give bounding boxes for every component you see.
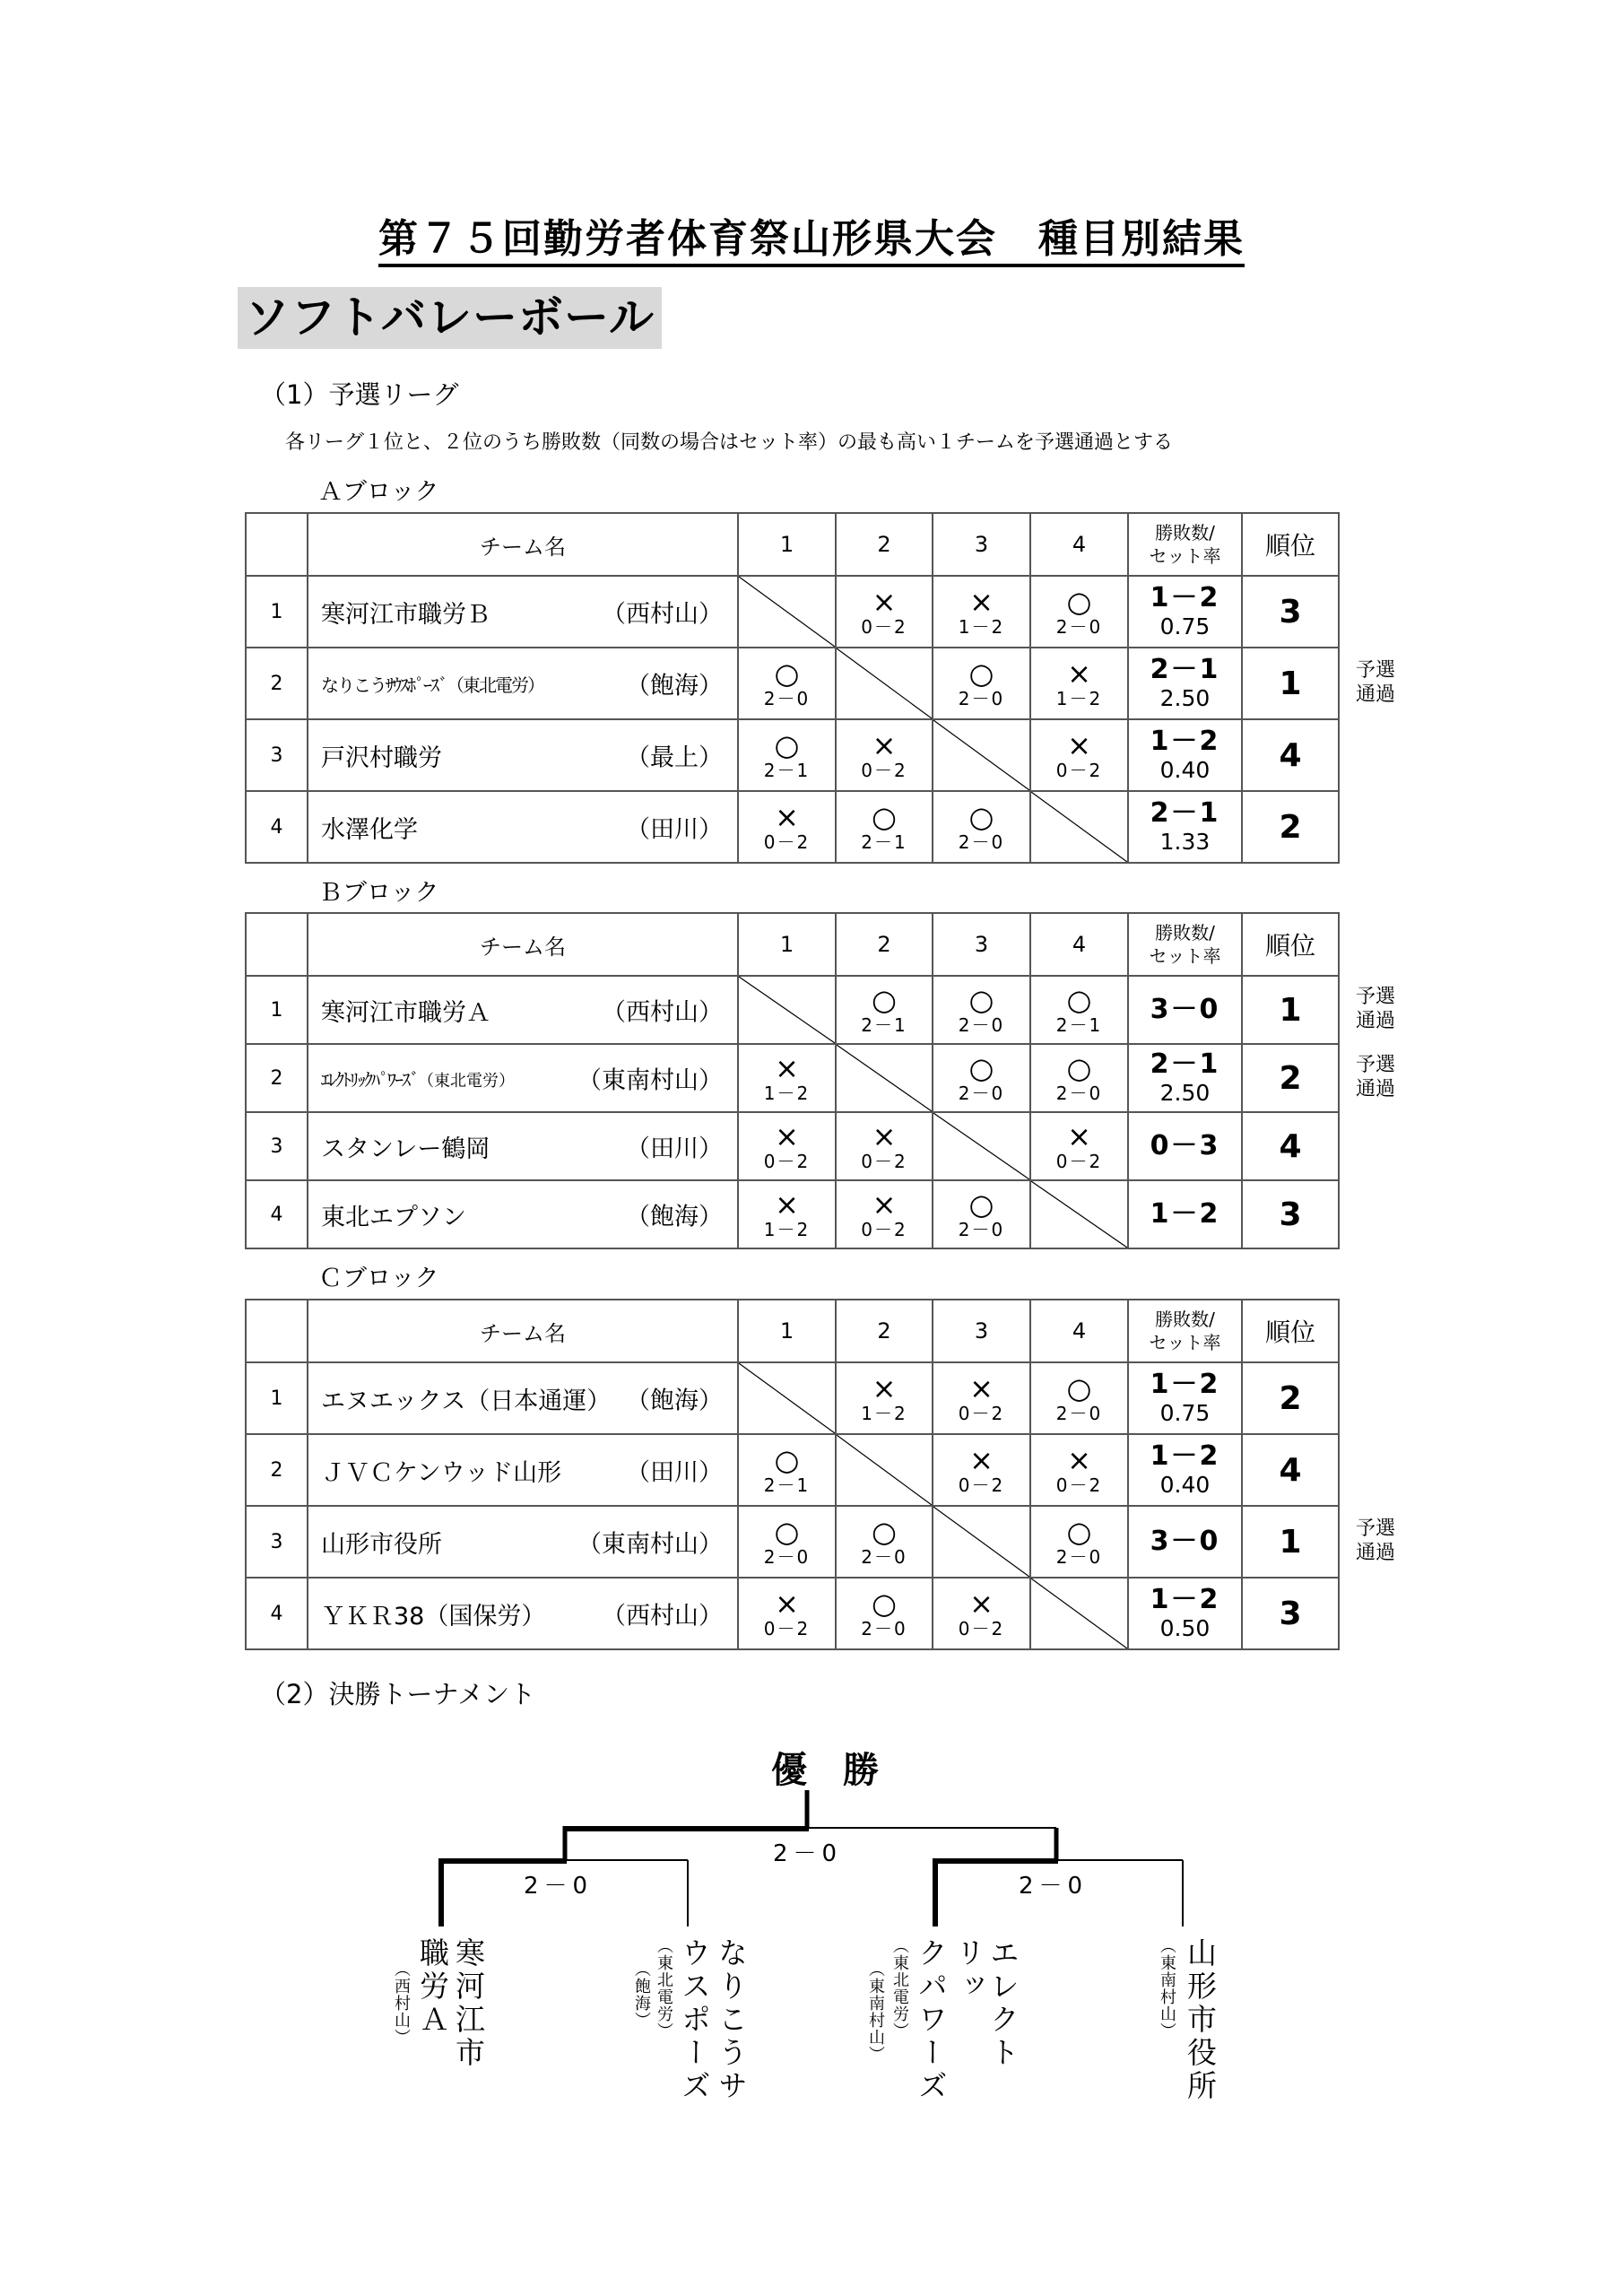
team-number: 3 bbox=[246, 719, 308, 791]
entrant-3-region: （東南村山） bbox=[866, 1961, 885, 2063]
header-record-line2: セット率 bbox=[1149, 545, 1221, 567]
win-loss-record: 1－2 bbox=[1150, 1584, 1220, 1615]
team-number: 1 bbox=[246, 976, 308, 1044]
loss-cross-icon: × bbox=[1067, 1119, 1091, 1153]
entrant-2-name-line2: ウスポーズ bbox=[677, 1937, 712, 2103]
qualified-label-line2: 通過 bbox=[1356, 1078, 1396, 1100]
team-region: （西村山） bbox=[602, 998, 723, 1027]
qualified-label-line1: 予選 bbox=[1356, 1054, 1396, 1076]
win-circle-icon: ○ bbox=[1066, 1371, 1092, 1405]
set-score: 2－0 bbox=[958, 1083, 1005, 1104]
set-score: 2－1 bbox=[861, 831, 907, 853]
set-score: 0－2 bbox=[763, 1618, 811, 1639]
set-score: 0－2 bbox=[1055, 1474, 1103, 1496]
team-region: （田川） bbox=[626, 815, 723, 844]
win-loss-record: 2－1 bbox=[1150, 1048, 1220, 1080]
loss-cross-icon: × bbox=[872, 1371, 897, 1405]
team-name: 戸沢村職労 bbox=[321, 744, 442, 772]
loss-cross-icon: × bbox=[969, 1371, 994, 1405]
team-number: 4 bbox=[246, 1578, 308, 1649]
win-circle-icon: ○ bbox=[1066, 983, 1092, 1017]
rank: 2 bbox=[1242, 791, 1339, 863]
team-name: ＹＫＲ38（国保労） bbox=[321, 1602, 546, 1631]
set-score: 2－0 bbox=[958, 831, 1005, 853]
team-name: ＪＶＣケンウッド山形 bbox=[321, 1458, 562, 1487]
loss-cross-icon: × bbox=[1067, 657, 1091, 691]
loss-cross-icon: × bbox=[775, 1051, 799, 1085]
team-name: エヌエックス（日本通運） bbox=[321, 1387, 612, 1415]
set-score: 2－0 bbox=[1055, 616, 1103, 638]
team-name: 寒河江市職労Ｂ bbox=[321, 600, 490, 629]
header-opponent: 2 bbox=[836, 913, 933, 976]
win-loss-record: 3－0 bbox=[1150, 994, 1220, 1025]
win-loss-record: 1－2 bbox=[1150, 726, 1220, 757]
set-score: 2－0 bbox=[958, 1219, 1005, 1240]
rank: 1 bbox=[1242, 976, 1339, 1044]
loss-cross-icon: × bbox=[872, 728, 897, 762]
team-name: 寒河江市職労Ａ bbox=[321, 998, 490, 1027]
header-opponent: 1 bbox=[738, 513, 836, 576]
set-score: 0－2 bbox=[1055, 1151, 1103, 1172]
entrant-1-name-line1: 寒河江市 bbox=[451, 1937, 486, 2070]
team-name: なりこうｻｳｽﾎﾟｰｽﾞ（東北電労） bbox=[321, 674, 543, 696]
set-score: 2－0 bbox=[958, 1014, 1005, 1036]
block-label: Ｃブロック bbox=[318, 1265, 439, 1292]
set-score: 1－2 bbox=[861, 1403, 907, 1424]
header-opponent: 4 bbox=[1030, 913, 1128, 976]
sport-name: ソフトバレーボール bbox=[238, 287, 662, 349]
entrant-3-name-line2: リッ bbox=[951, 1937, 986, 2004]
team-name: スタンレー鶴岡 bbox=[321, 1135, 490, 1163]
team-region: （最上） bbox=[626, 744, 723, 772]
header-opponent: 4 bbox=[1030, 1300, 1128, 1362]
rank: 3 bbox=[1242, 1578, 1339, 1649]
set-rate: 0.75 bbox=[1159, 1400, 1211, 1426]
prelim-heading: （1）予選リーグ bbox=[260, 379, 459, 410]
win-loss-record: 1－2 bbox=[1150, 1198, 1220, 1230]
team-number: 2 bbox=[246, 1434, 308, 1506]
set-score: 0－2 bbox=[763, 831, 811, 853]
qualified-label-line1: 予選 bbox=[1356, 659, 1396, 682]
set-rate: 0.50 bbox=[1159, 1615, 1211, 1641]
win-circle-icon: ○ bbox=[1066, 1051, 1092, 1085]
set-score: 2－0 bbox=[1055, 1403, 1103, 1424]
qualified-label-line2: 通過 bbox=[1356, 1010, 1396, 1032]
loss-cross-icon: × bbox=[872, 585, 897, 619]
rank: 2 bbox=[1242, 1362, 1339, 1434]
set-score: 2－0 bbox=[1055, 1083, 1103, 1104]
header-opponent: 3 bbox=[933, 1300, 1030, 1362]
win-circle-icon: ○ bbox=[872, 800, 897, 834]
set-score: 0－2 bbox=[958, 1403, 1005, 1424]
win-circle-icon: ○ bbox=[774, 1515, 800, 1549]
set-score: 1－2 bbox=[763, 1219, 811, 1240]
set-score: 1－2 bbox=[958, 616, 1005, 638]
loss-cross-icon: × bbox=[872, 1119, 897, 1153]
set-score: 2－0 bbox=[958, 688, 1005, 709]
loss-cross-icon: × bbox=[1067, 728, 1091, 762]
team-name: ｴﾚｸﾄﾘｯｸﾊﾟﾜｰｽﾞ bbox=[321, 1068, 418, 1091]
set-score: 2－0 bbox=[763, 688, 811, 709]
header-record-line1: 勝敗数/ bbox=[1155, 922, 1215, 944]
win-loss-record: 1－2 bbox=[1150, 1440, 1220, 1472]
team-region: （東南村山） bbox=[577, 1066, 723, 1095]
team-number: 4 bbox=[246, 1180, 308, 1248]
rank: 4 bbox=[1242, 1112, 1339, 1180]
rank: 1 bbox=[1242, 648, 1339, 719]
set-score: 2－0 bbox=[861, 1618, 907, 1639]
block-label: Ｂブロック bbox=[318, 879, 439, 907]
set-score: 0－2 bbox=[861, 1151, 907, 1172]
header-record-line2: セット率 bbox=[1149, 945, 1221, 967]
set-score: 0－2 bbox=[958, 1474, 1005, 1496]
rank: 3 bbox=[1242, 1180, 1339, 1248]
loss-cross-icon: × bbox=[872, 1187, 897, 1222]
win-circle-icon: ○ bbox=[968, 1051, 994, 1085]
header-rank: 順位 bbox=[1242, 913, 1339, 976]
semi-left-score: 2－0 bbox=[524, 1873, 594, 1900]
team-number: 3 bbox=[246, 1506, 308, 1578]
team-region: （東南村山） bbox=[577, 1530, 723, 1559]
set-rate: 2.50 bbox=[1159, 685, 1211, 711]
set-score: 0－2 bbox=[861, 760, 907, 781]
win-circle-icon: ○ bbox=[968, 983, 994, 1017]
team-region: （田川） bbox=[626, 1135, 723, 1163]
set-score: 2－0 bbox=[861, 1546, 907, 1568]
loss-cross-icon: × bbox=[775, 800, 799, 834]
set-rate: 0.40 bbox=[1159, 757, 1211, 783]
team-number: 1 bbox=[246, 1362, 308, 1434]
win-circle-icon: ○ bbox=[968, 657, 994, 691]
entrant-3-name-line1: エレクト bbox=[985, 1937, 1020, 2070]
header-opponent: 3 bbox=[933, 913, 1030, 976]
set-score: 2－1 bbox=[861, 1014, 907, 1036]
entrant-4-name: 山形市役所 bbox=[1183, 1937, 1218, 2103]
header-team: チーム名 bbox=[308, 1300, 738, 1362]
win-circle-icon: ○ bbox=[774, 657, 800, 691]
win-circle-icon: ○ bbox=[872, 1515, 897, 1549]
team-name: 水澤化学 bbox=[321, 815, 418, 844]
header-record-line2: セット率 bbox=[1149, 1332, 1221, 1353]
header-opponent: 4 bbox=[1030, 513, 1128, 576]
team-number: 1 bbox=[246, 576, 308, 648]
set-rate: 1.33 bbox=[1159, 829, 1211, 855]
final-score: 2－0 bbox=[773, 1840, 843, 1867]
set-score: 0－2 bbox=[861, 1219, 907, 1240]
set-score: 0－2 bbox=[763, 1151, 811, 1172]
set-score: 2－0 bbox=[1055, 1546, 1103, 1568]
win-circle-icon: ○ bbox=[872, 1587, 897, 1621]
win-loss-record: 0－3 bbox=[1150, 1130, 1220, 1161]
win-circle-icon: ○ bbox=[774, 1443, 800, 1477]
team-region: （飽海） bbox=[626, 672, 723, 700]
team-number: 2 bbox=[246, 1044, 308, 1112]
set-score: 2－1 bbox=[763, 760, 811, 781]
entrant-1-name-line2: 職労Ａ bbox=[415, 1937, 450, 2037]
loss-cross-icon: × bbox=[775, 1119, 799, 1153]
header-record-line1: 勝敗数/ bbox=[1155, 522, 1215, 544]
loss-cross-icon: × bbox=[1067, 1443, 1091, 1477]
set-score: 1－2 bbox=[1055, 688, 1103, 709]
rank: 4 bbox=[1242, 1434, 1339, 1506]
qualified-label-line2: 通過 bbox=[1356, 683, 1396, 706]
header-opponent: 2 bbox=[836, 1300, 933, 1362]
set-rate: 0.75 bbox=[1159, 613, 1211, 639]
win-circle-icon: ○ bbox=[968, 1187, 994, 1222]
entrant-1-region: （西村山） bbox=[392, 1961, 411, 2046]
rank: 3 bbox=[1242, 576, 1339, 648]
header-record-line1: 勝敗数/ bbox=[1155, 1309, 1215, 1330]
set-score: 2－1 bbox=[1055, 1014, 1103, 1036]
team-number: 2 bbox=[246, 648, 308, 719]
final-heading: （2）決勝トーナメント bbox=[260, 1679, 536, 1709]
set-score: 0－2 bbox=[861, 616, 907, 638]
header-rank: 順位 bbox=[1242, 1300, 1339, 1362]
entrant-3-name-line3: クパワーズ bbox=[914, 1937, 949, 2103]
set-score: 2－0 bbox=[763, 1546, 811, 1568]
set-score: 0－2 bbox=[1055, 760, 1103, 781]
team-region: （飽海） bbox=[626, 1203, 723, 1231]
team-region: （西村山） bbox=[602, 600, 723, 629]
header-opponent: 1 bbox=[738, 913, 836, 976]
team-region: （田川） bbox=[626, 1458, 723, 1487]
win-circle-icon: ○ bbox=[1066, 1515, 1092, 1549]
header-team: チーム名 bbox=[308, 913, 738, 976]
set-rate: 0.40 bbox=[1159, 1472, 1211, 1498]
rank: 4 bbox=[1242, 719, 1339, 791]
team-name: 山形市役所 bbox=[321, 1530, 442, 1559]
win-circle-icon: ○ bbox=[968, 800, 994, 834]
team-affiliation: （東北電労） bbox=[418, 1071, 515, 1091]
set-score: 2－1 bbox=[763, 1474, 811, 1496]
entrant-2-affiliation: （東北電労） bbox=[655, 1937, 673, 2039]
win-loss-record: 2－1 bbox=[1150, 797, 1220, 829]
win-loss-record: 2－1 bbox=[1150, 654, 1220, 685]
loss-cross-icon: × bbox=[775, 1587, 799, 1621]
header-rank: 順位 bbox=[1242, 513, 1339, 576]
entrant-2-region: （飽海） bbox=[632, 1961, 651, 2029]
loss-cross-icon: × bbox=[969, 585, 994, 619]
team-region: （西村山） bbox=[602, 1602, 723, 1631]
qualified-label-line1: 予選 bbox=[1356, 986, 1396, 1008]
win-loss-record: 1－2 bbox=[1150, 582, 1220, 613]
team-name: 東北エプソン bbox=[321, 1203, 466, 1231]
entrant-3-affiliation: （東北電労） bbox=[890, 1937, 909, 2039]
win-circle-icon: ○ bbox=[1066, 585, 1092, 619]
win-loss-record: 1－2 bbox=[1150, 1369, 1220, 1400]
header-opponent: 2 bbox=[836, 513, 933, 576]
win-loss-record: 3－0 bbox=[1150, 1526, 1220, 1557]
loss-cross-icon: × bbox=[969, 1587, 994, 1621]
loss-cross-icon: × bbox=[775, 1187, 799, 1222]
win-circle-icon: ○ bbox=[774, 728, 800, 762]
qualified-label-line1: 予選 bbox=[1356, 1518, 1396, 1540]
rank: 1 bbox=[1242, 1506, 1339, 1578]
champion-label: 優 勝 bbox=[771, 1750, 879, 1791]
entrant-4-region: （東南村山） bbox=[1158, 1937, 1176, 2039]
team-region: （飽海） bbox=[626, 1387, 723, 1415]
header-opponent: 3 bbox=[933, 513, 1030, 576]
set-score: 1－2 bbox=[763, 1083, 811, 1104]
set-rate: 2.50 bbox=[1159, 1080, 1211, 1106]
team-number: 3 bbox=[246, 1112, 308, 1180]
header-opponent: 1 bbox=[738, 1300, 836, 1362]
set-score: 0－2 bbox=[958, 1618, 1005, 1639]
prelim-note: 各リーグ１位と、２位のうち勝敗数（同数の場合はセット率）の最も高い１チームを予選通過とする bbox=[285, 431, 1174, 454]
win-circle-icon: ○ bbox=[872, 983, 897, 1017]
block-label: Ａブロック bbox=[318, 478, 439, 506]
team-number: 4 bbox=[246, 791, 308, 863]
qualified-label-line2: 通過 bbox=[1356, 1542, 1396, 1564]
semi-right-score: 2－0 bbox=[1019, 1873, 1089, 1900]
rank: 2 bbox=[1242, 1044, 1339, 1112]
header-team: チーム名 bbox=[308, 513, 738, 576]
document-title: 第７５回勤労者体育祭山形県大会 種目別結果 bbox=[0, 206, 1623, 264]
entrant-2-name-line1: なりこうサ bbox=[714, 1937, 749, 2103]
loss-cross-icon: × bbox=[969, 1443, 994, 1477]
